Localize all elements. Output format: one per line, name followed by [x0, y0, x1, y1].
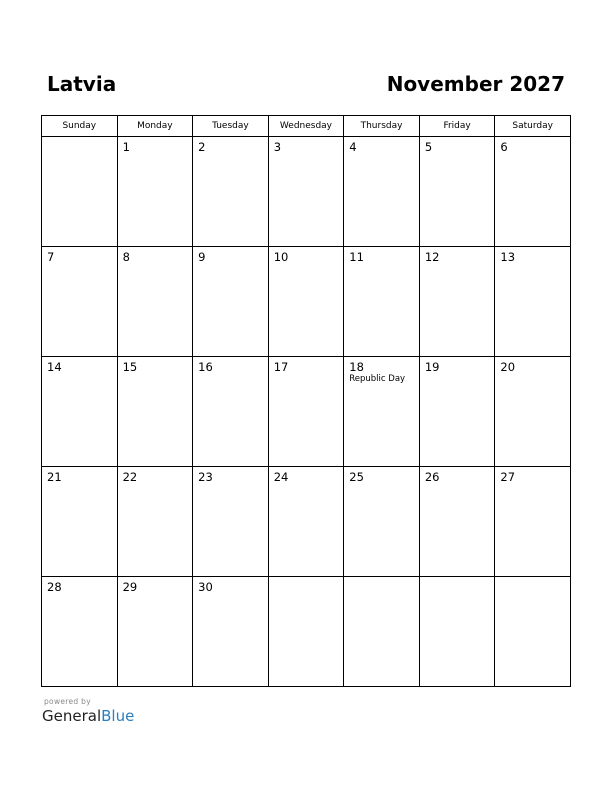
day-number: 30: [198, 580, 213, 594]
day-cell: [42, 467, 118, 577]
day-cell: [419, 577, 495, 687]
week-row-2: [42, 247, 571, 357]
weekday-header-monday: Monday: [117, 116, 193, 137]
day-number: 5: [424, 140, 433, 154]
day-number: 4: [349, 140, 357, 154]
day-number: 3: [273, 140, 282, 154]
country-title: Latvia: [47, 72, 117, 96]
day-cell: [419, 247, 495, 357]
weekday-header-wednesday: Wednesday: [268, 116, 344, 137]
day-cell: [495, 577, 571, 687]
week-row-1: [42, 137, 571, 247]
day-number: 17: [273, 360, 289, 374]
brand-logo: [42, 707, 134, 726]
day-cell: [117, 357, 193, 467]
brand-name-general: General: [42, 707, 102, 725]
day-cell: [495, 137, 571, 247]
day-number: 24: [273, 470, 289, 484]
weekday-header-tuesday: Tuesday: [193, 116, 269, 137]
day-cell: [117, 467, 193, 577]
day-cell: [42, 577, 118, 687]
day-number: 11: [349, 250, 364, 264]
day-cell: [344, 357, 420, 467]
day-cell: [193, 467, 269, 577]
day-cell: [268, 357, 344, 467]
weekday-header-friday: Friday: [419, 116, 495, 137]
day-cell: [344, 467, 420, 577]
day-cell: [419, 467, 495, 577]
day-number: [495, 577, 570, 580]
week-row-4: [42, 467, 571, 577]
day-number: 27: [500, 470, 516, 484]
day-number: [344, 577, 419, 580]
day-number: 23: [198, 470, 213, 484]
weekday-header-thursday: Thursday: [344, 116, 420, 137]
day-cell: [344, 577, 420, 687]
weekday-header-saturday: Saturday: [495, 116, 571, 137]
day-number: 14: [47, 360, 62, 374]
day-number: 12: [424, 250, 440, 264]
month-title: November 2027: [386, 72, 565, 96]
day-number: 16: [198, 360, 213, 374]
day-cell: [117, 137, 193, 247]
day-number: 18: [349, 360, 364, 374]
day-cell: [193, 137, 269, 247]
day-number: 15: [122, 360, 138, 374]
powered-by-text: powered by: [44, 697, 91, 706]
day-number: 9: [198, 250, 206, 264]
day-cell: [419, 137, 495, 247]
day-number: 22: [122, 470, 138, 484]
day-number: 28: [47, 580, 62, 594]
day-cell: [495, 467, 571, 577]
day-number: 26: [424, 470, 440, 484]
week-row-5: [42, 577, 571, 687]
day-number: [42, 137, 117, 140]
day-cell: [193, 247, 269, 357]
day-number: 6: [500, 140, 508, 154]
day-number: 21: [47, 470, 62, 484]
day-number: [269, 577, 344, 580]
day-number: 29: [122, 580, 138, 594]
day-cell: [268, 467, 344, 577]
day-cell: [268, 137, 344, 247]
day-number: 25: [349, 470, 364, 484]
day-number: 19: [424, 360, 440, 374]
holiday-label: Republic Day: [349, 374, 406, 384]
day-number: 2: [198, 140, 206, 154]
weekday-header-row: [42, 116, 571, 137]
day-number: [420, 577, 495, 580]
day-cell: [344, 247, 420, 357]
day-cell: [268, 247, 344, 357]
day-cell: [419, 357, 495, 467]
day-cell: [344, 137, 420, 247]
day-cell: [117, 247, 193, 357]
day-cell: [42, 357, 118, 467]
day-cell: [495, 357, 571, 467]
day-cell: [193, 577, 269, 687]
calendar-grid: [41, 115, 571, 687]
brand-name-blue: Blue: [101, 707, 135, 725]
day-cell: [193, 357, 269, 467]
week-row-3: [42, 357, 571, 467]
day-cell: [117, 577, 193, 687]
footer-branding: [42, 697, 134, 726]
day-number: 8: [122, 250, 130, 264]
day-cell: [42, 247, 118, 357]
day-number: 20: [500, 360, 516, 374]
day-cell: [268, 577, 344, 687]
day-number: 10: [273, 250, 289, 264]
day-cell: [495, 247, 571, 357]
day-number: 7: [47, 250, 55, 264]
day-number: 13: [500, 250, 516, 264]
day-number: 1: [122, 140, 130, 154]
day-cell: [42, 137, 118, 247]
weekday-header-sunday: Sunday: [42, 116, 118, 137]
